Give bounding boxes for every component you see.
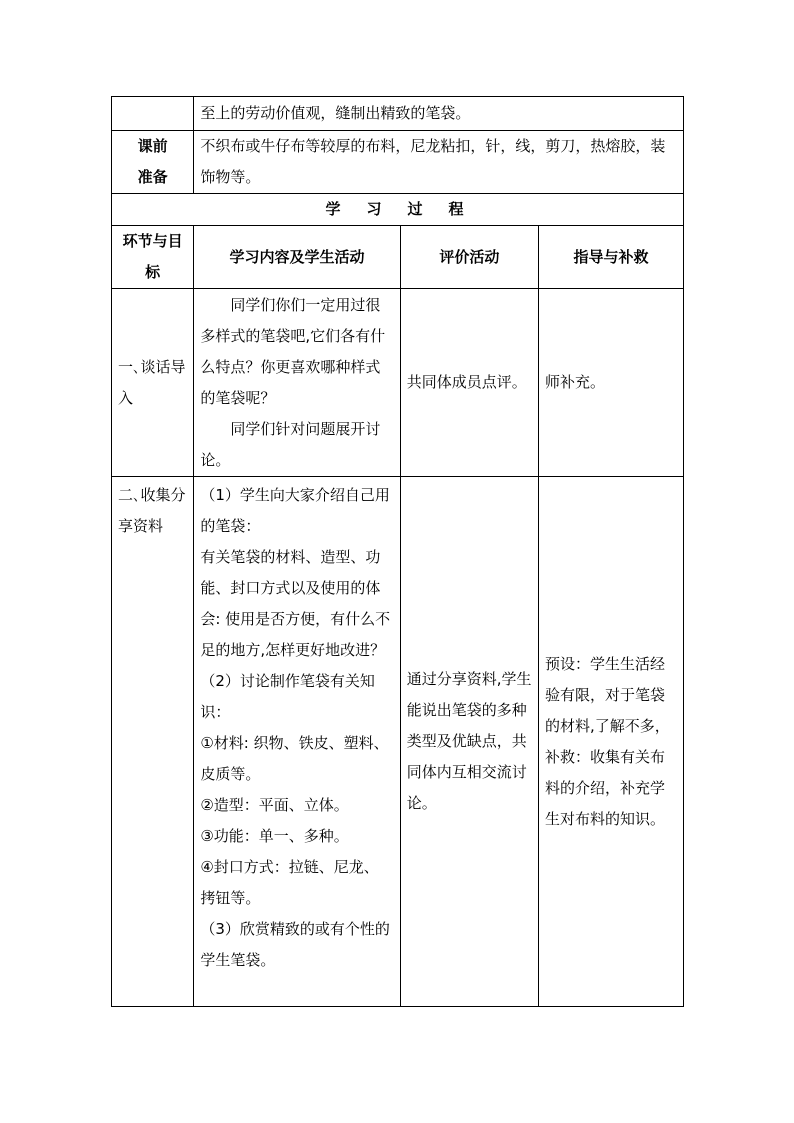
table-row-section-title [112,194,684,226]
content-line: ④封口方式：拉链、尼龙、拷钮等。 [200,858,379,907]
lesson-plan-table [111,96,684,1007]
table-row-preparation [112,131,684,194]
evaluation-cell: 共同体成员点评。 [400,289,538,477]
stage-cell: 二､收集分享资料 [112,477,194,1007]
empty-cell [112,97,194,131]
table-row [112,477,684,1007]
content-line: （1）学生向大家介绍自己用的笔袋： [200,486,390,535]
section-title: 学习过程 [112,194,684,226]
content-line: 有关笔袋的材料、造型、功能、封口方式以及使用的体会: 使用是否方便，有什么不足的地方,怎样更好地改进？ [200,548,391,659]
content-cell [194,289,400,477]
content-paragraph: 同学们针对问题展开讨论。 [200,419,381,469]
content-line: （2）讨论制作笔袋有关知识： [200,672,375,721]
content-paragraph: 同学们你们一定用过很多样式的笔袋吧,它们各有什么特点？你更喜欢哪种样式的笔袋呢？ [200,295,386,407]
content-line: ③功能：单一、多种。 [200,827,349,845]
content-line: （3）欣赏精致的或有个性的学生笔袋。 [200,920,390,969]
objective-text: 至上的劳动价值观，缝制出精致的笔袋。 [194,97,684,131]
header-content: 学习内容及学生活动 [194,226,400,289]
header-guidance: 指导与补救 [539,226,684,289]
table-row-headers [112,226,684,289]
header-evaluation: 评价活动 [400,226,538,289]
preparation-text: 不织布或牛仔布等较厚的布料，尼龙粘扣，针，线，剪刀，热熔胶，装饰物等。 [194,131,684,194]
content-line: ②造型：平面、立体。 [200,796,349,814]
guidance-cell: 师补充。 [539,289,684,477]
preparation-label-line1: 课前 [137,137,168,155]
evaluation-cell: 通过分享资料,学生能说出笔袋的多种类型及优缺点，共同体内互相交流讨论。 [400,477,538,1007]
guidance-cell: 预设：学生生活经验有限，对于笔袋的材料,了解不多，补救：收集有关布料的介绍，补充学生对布料的知识。 [539,477,684,1007]
stage-cell: 一､谈话导入 [112,289,194,477]
content-cell [194,477,400,1007]
table-row [112,289,684,477]
preparation-label [112,131,194,194]
preparation-label-line2: 准备 [137,168,168,186]
header-stage: 环节与目标 [112,226,194,289]
content-line: ①材料: 织物、铁皮、塑料、皮质等。 [200,734,389,783]
table-row-objective-continued [112,97,684,131]
